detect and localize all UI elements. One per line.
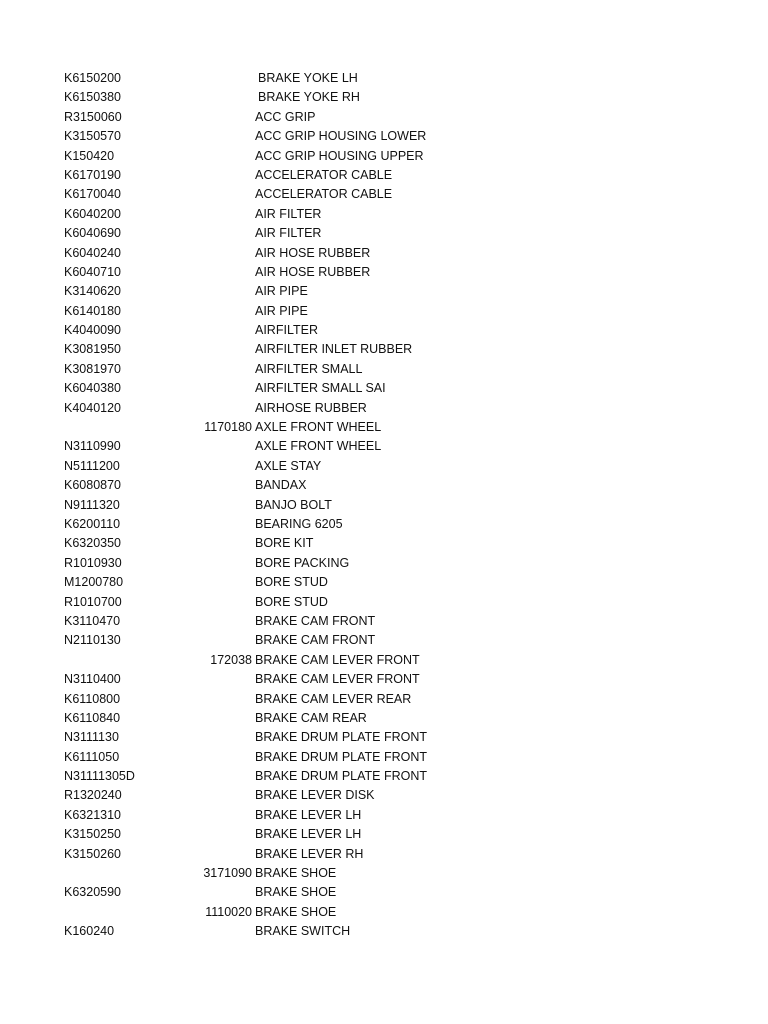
part-description: BRAKE DRUM PLATE FRONT: [255, 769, 428, 784]
list-row: [0, 166, 768, 185]
part-code: K6040240: [64, 245, 122, 260]
list-row: [0, 399, 768, 418]
part-description: AIR FILTER: [255, 226, 322, 241]
list-row: [0, 631, 768, 650]
parts-list: [0, 69, 768, 942]
part-code: K6320590: [64, 885, 122, 900]
part-code: N5111200: [64, 458, 120, 473]
part-code: K6320350: [64, 536, 122, 551]
list-row: [0, 709, 768, 728]
part-description: ACCELERATOR CABLE: [255, 167, 393, 182]
part-code: K6040690: [64, 226, 122, 241]
part-code: K6200110: [64, 516, 121, 531]
part-description: BRAKE SHOE: [255, 885, 337, 900]
list-row: [0, 825, 768, 844]
list-row: [0, 806, 768, 825]
list-row: [0, 515, 768, 534]
part-code: K3150250: [64, 827, 122, 842]
list-row: [0, 748, 768, 767]
part-code: K150420: [64, 148, 115, 163]
part-description: BRAKE SHOE: [255, 904, 337, 919]
part-description: BRAKE LEVER LH: [255, 827, 362, 842]
part-description: BRAKE LEVER LH: [255, 807, 362, 822]
list-row: [0, 147, 768, 166]
part-description: BRAKE CAM LEVER FRONT: [255, 672, 420, 687]
part-code: K6040200: [64, 206, 122, 221]
part-code: K6040380: [64, 381, 122, 396]
part-description: ACC GRIP: [255, 109, 316, 124]
part-description: BRAKE SWITCH: [255, 924, 351, 939]
part-description: AIRHOSE RUBBER: [255, 400, 367, 415]
part-code: K3081950: [64, 342, 122, 357]
part-code: K6040710: [64, 264, 122, 279]
part-code: R1320240: [64, 788, 122, 803]
part-description: BANDAX: [255, 478, 307, 493]
list-row: [0, 69, 768, 88]
part-code: K6080870: [64, 478, 122, 493]
part-description: BORE STUD: [255, 575, 328, 590]
part-code: K6111050: [64, 749, 120, 764]
part-code: K6150380: [64, 90, 122, 105]
list-row: [0, 224, 768, 243]
part-code: N9111320: [64, 497, 120, 512]
part-code: N3111130: [64, 730, 119, 745]
part-description: AIRFILTER SMALL: [255, 361, 363, 376]
part-description: AXLE FRONT WHEEL: [255, 420, 382, 435]
list-row: [0, 185, 768, 204]
part-code: K3150570: [64, 129, 122, 144]
part-description: BEARING 6205: [255, 516, 343, 531]
list-row: [0, 360, 768, 379]
part-number: 1110020: [205, 904, 252, 919]
list-row: [0, 651, 768, 670]
list-row: [0, 690, 768, 709]
part-description: AXLE STAY: [255, 458, 322, 473]
part-number: 1170180: [204, 420, 252, 435]
list-row: [0, 922, 768, 941]
part-description: AIR FILTER: [255, 206, 322, 221]
part-description: AIR HOSE RUBBER: [255, 245, 371, 260]
list-row: [0, 786, 768, 805]
list-row: [0, 593, 768, 612]
list-row: [0, 767, 768, 786]
list-row: [0, 534, 768, 553]
list-row: [0, 321, 768, 340]
part-description: AIRFILTER INLET RUBBER: [255, 342, 413, 357]
list-row: [0, 437, 768, 456]
part-description: AIRFILTER: [255, 323, 318, 338]
part-code: R3150060: [64, 109, 122, 124]
list-row: [0, 340, 768, 359]
part-code: K6321310: [64, 807, 122, 822]
part-description: BRAKE CAM LEVER FRONT: [255, 652, 420, 667]
part-description: BRAKE YOKE RH: [258, 90, 360, 105]
part-code: K6170040: [64, 187, 122, 202]
list-row: [0, 88, 768, 107]
list-row: [0, 127, 768, 146]
list-row: [0, 612, 768, 631]
part-description: AIR HOSE RUBBER: [255, 264, 371, 279]
part-code: N3110990: [64, 439, 121, 454]
part-code: M1200780: [64, 575, 124, 590]
part-code: K4040090: [64, 323, 122, 338]
part-description: BRAKE LEVER DISK: [255, 788, 375, 803]
list-row: [0, 670, 768, 689]
list-row: [0, 263, 768, 282]
part-description: AIRFILTER SMALL SAI: [255, 381, 386, 396]
part-code: K4040120: [64, 400, 122, 415]
part-code: K3140620: [64, 284, 122, 299]
list-row: [0, 883, 768, 902]
part-description: BORE PACKING: [255, 555, 350, 570]
part-description: BRAKE CAM REAR: [255, 710, 367, 725]
part-code: N2110130: [64, 633, 121, 648]
list-row: [0, 845, 768, 864]
part-description: BRAKE DRUM PLATE FRONT: [255, 730, 428, 745]
list-row: [0, 418, 768, 437]
part-code: K6170190: [64, 167, 122, 182]
part-code: K3081970: [64, 361, 122, 376]
part-description: BORE KIT: [255, 536, 314, 551]
part-description: ACCELERATOR CABLE: [255, 187, 393, 202]
part-code: N3110400: [64, 672, 121, 687]
list-row: [0, 476, 768, 495]
part-description: BORE STUD: [255, 594, 328, 609]
list-row: [0, 244, 768, 263]
part-description: BRAKE CAM LEVER REAR: [255, 691, 412, 706]
part-description: BRAKE SHOE: [255, 866, 337, 881]
part-description: BRAKE YOKE LH: [258, 71, 358, 85]
list-row: [0, 108, 768, 127]
list-row: [0, 554, 768, 573]
part-code: K6150200: [64, 71, 122, 85]
list-row: [0, 728, 768, 747]
part-code: K6110800: [64, 691, 121, 706]
part-description: BRAKE CAM FRONT: [255, 633, 376, 648]
list-row: [0, 302, 768, 321]
list-row: [0, 864, 768, 883]
part-description: BANJO BOLT: [255, 497, 332, 512]
part-description: ACC GRIP HOUSING UPPER: [255, 148, 424, 163]
part-description: AXLE FRONT WHEEL: [255, 439, 382, 454]
part-description: BRAKE DRUM PLATE FRONT: [255, 749, 428, 764]
part-description: ACC GRIP HOUSING LOWER: [255, 129, 427, 144]
list-row: [0, 496, 768, 515]
part-code: K6140180: [64, 303, 122, 318]
part-number: 172038: [210, 652, 252, 667]
part-code: K3110470: [64, 613, 121, 628]
list-row: [0, 903, 768, 922]
list-row: [0, 282, 768, 301]
part-code: R1010700: [64, 594, 122, 609]
part-code: R1010930: [64, 555, 122, 570]
part-code: K160240: [64, 924, 115, 939]
list-row: [0, 457, 768, 476]
list-row: [0, 573, 768, 592]
part-description: AIR PIPE: [255, 284, 308, 299]
part-number: 3171090: [203, 866, 252, 881]
part-code: K3150260: [64, 846, 122, 861]
part-description: AIR PIPE: [255, 303, 308, 318]
part-description: BRAKE CAM FRONT: [255, 613, 376, 628]
list-row: [0, 379, 768, 398]
part-code: N31111305D: [64, 769, 135, 784]
list-row: [0, 205, 768, 224]
part-description: BRAKE LEVER RH: [255, 846, 364, 861]
part-code: K6110840: [64, 710, 121, 725]
